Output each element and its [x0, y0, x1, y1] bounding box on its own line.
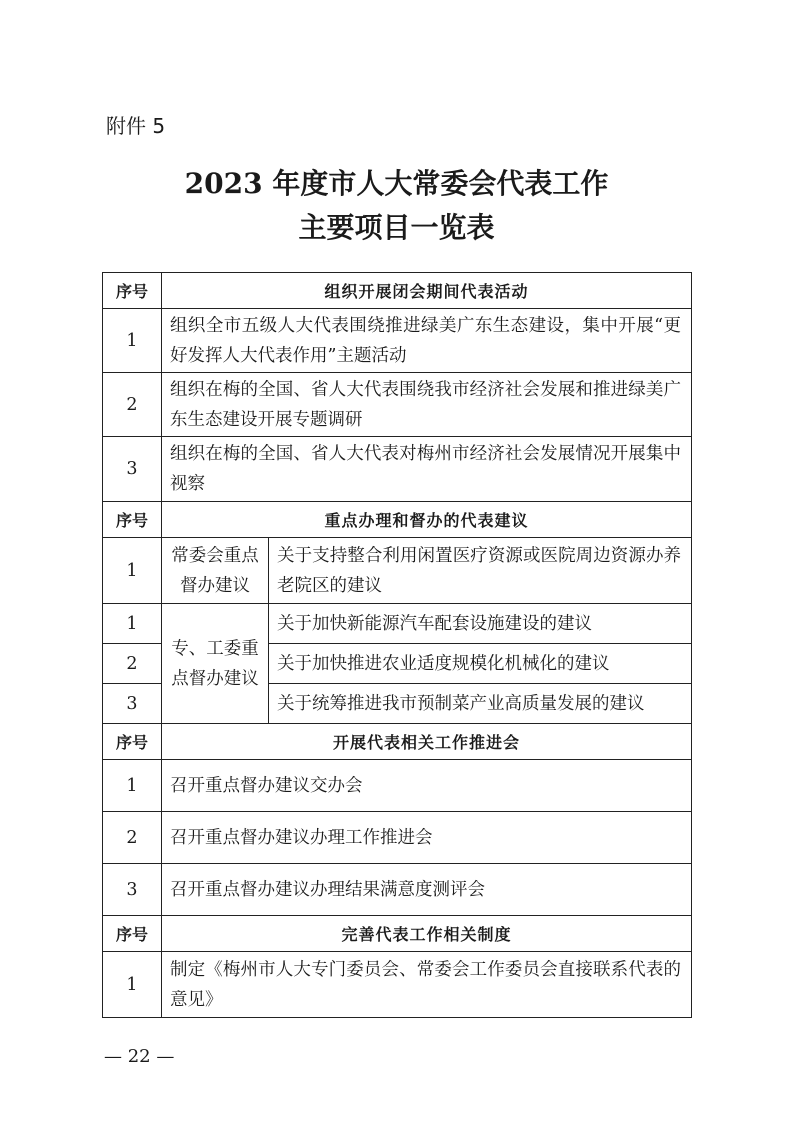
section-header-title: 重点办理和督办的代表建议: [162, 502, 692, 538]
page-title-line1: 2023 年度市人大常委会代表工作: [184, 167, 609, 200]
row-num: 1: [103, 760, 162, 812]
row-text: 关于统筹推进我市预制菜产业高质量发展的建议: [269, 684, 692, 724]
page-number: — 22 —: [104, 1046, 175, 1067]
suggestion-category: 专、工委重点督办建议: [162, 604, 269, 724]
row-text: 关于加快新能源汽车配套设施建设的建议: [269, 604, 692, 644]
section-header: [103, 502, 692, 538]
suggestion-category: 常委会重点督办建议: [162, 538, 269, 604]
row-text: 召开重点督办建议办理结果满意度测评会: [162, 864, 692, 916]
table-row: [103, 309, 692, 373]
section-header-num: 序号: [103, 273, 162, 309]
section-header-title: 开展代表相关工作推进会: [162, 724, 692, 760]
row-text: 召开重点督办建议办理工作推进会: [162, 812, 692, 864]
section-header: [103, 724, 692, 760]
row-text: 制定《梅州市人大专门委员会、常委会工作委员会直接联系代表的意见》: [162, 952, 692, 1018]
row-num: 3: [103, 864, 162, 916]
table-row: [103, 437, 692, 502]
row-text: 组织在梅的全国、省人大代表对梅州市经济社会发展情况开展集中视察: [162, 437, 692, 502]
row-num: 2: [103, 644, 162, 684]
attachment-label: 附件 5: [106, 114, 166, 138]
section-header-title: 组织开展闭会期间代表活动: [162, 273, 692, 309]
row-text: 关于支持整合利用闲置医疗资源或医院周边资源办养老院区的建议: [269, 538, 692, 604]
row-num: 1: [103, 604, 162, 644]
table-row: [103, 604, 692, 644]
row-num: 2: [103, 373, 162, 437]
page-title-line2: 主要项目一览表: [298, 211, 495, 244]
row-num: 2: [103, 812, 162, 864]
row-num: 1: [103, 309, 162, 373]
row-text: 组织全市五级人大代表围绕推进绿美广东生态建设，集中开展“更好发挥人大代表作用”主题活动: [162, 309, 692, 373]
section-header: [103, 916, 692, 952]
section-header: [103, 273, 692, 309]
section-header-num: 序号: [103, 724, 162, 760]
row-text: 关于加快推进农业适度规模化机械化的建议: [269, 644, 692, 684]
project-table: [102, 272, 692, 1018]
table-row: [103, 538, 692, 604]
section-header-num: 序号: [103, 916, 162, 952]
row-text: 召开重点督办建议交办会: [162, 760, 692, 812]
table-row: [103, 864, 692, 916]
row-text: 组织在梅的全国、省人大代表围绕我市经济社会发展和推进绿美广东生态建设开展专题调研: [162, 373, 692, 437]
table-row: [103, 760, 692, 812]
table-row: [103, 812, 692, 864]
row-num: 3: [103, 684, 162, 724]
row-num: 3: [103, 437, 162, 502]
table-row: [103, 952, 692, 1018]
section-header-title: 完善代表工作相关制度: [162, 916, 692, 952]
row-num: 1: [103, 538, 162, 604]
row-num: 1: [103, 952, 162, 1018]
table-row: [103, 373, 692, 437]
section-header-num: 序号: [103, 502, 162, 538]
